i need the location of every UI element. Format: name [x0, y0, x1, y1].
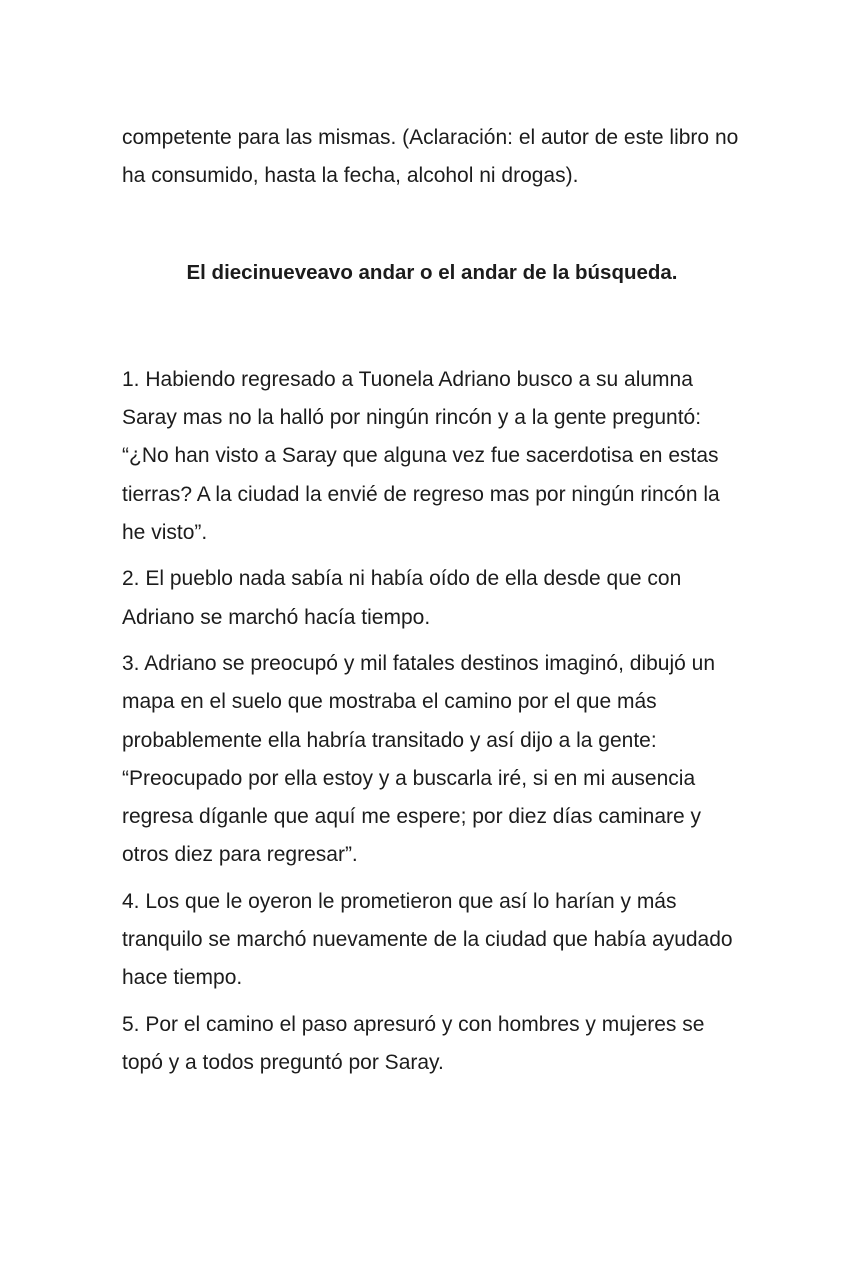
intro-paragraph: competente para las mismas. (Aclaración: el autor de este libro no ha consumido, hasta la fecha, alcohol ni drogas).	[122, 126, 739, 188]
page-body	[122, 119, 742, 1090]
verse-paragraph: 5. Por el camino el paso apresuró y con hombres y mujeres se topó y a todos preguntó por Saray.	[122, 1012, 705, 1074]
chapter-heading: El diecinueveavo andar o el andar de la búsqueda.	[186, 260, 678, 284]
verse-paragraph: 1. Habiendo regresado a Tuonela Adriano busco a su alumna Saray mas no la halló por ningún rincón y a la gente preguntó: “¿No han visto a Saray que alguna vez fue sacerdotisa en estas tierras? A la ciudad la envié de regreso mas por ningún rincón la he visto”.	[122, 367, 720, 545]
verse-paragraph: 4. Los que le oyeron le prometieron que así lo harían y más tranquilo se marchó nuevamente de la ciudad que había ayudado hace tiempo.	[122, 889, 733, 990]
verse-paragraph: 2. El pueblo nada sabía ni había oído de ella desde que con Adriano se marchó hacía tiempo.	[122, 567, 682, 629]
verse-paragraph: 3. Adriano se preocupó y mil fatales destinos imaginó, dibujó un mapa en el suelo que mostraba el camino por el que más probablemente ella habría transitado y así dijo a la gente: “Preocupado por ella estoy y a buscarla iré, si en mi ausencia regresa díganle que aquí me espere; por diez días caminare y otros diez para regresar”.	[122, 651, 716, 867]
